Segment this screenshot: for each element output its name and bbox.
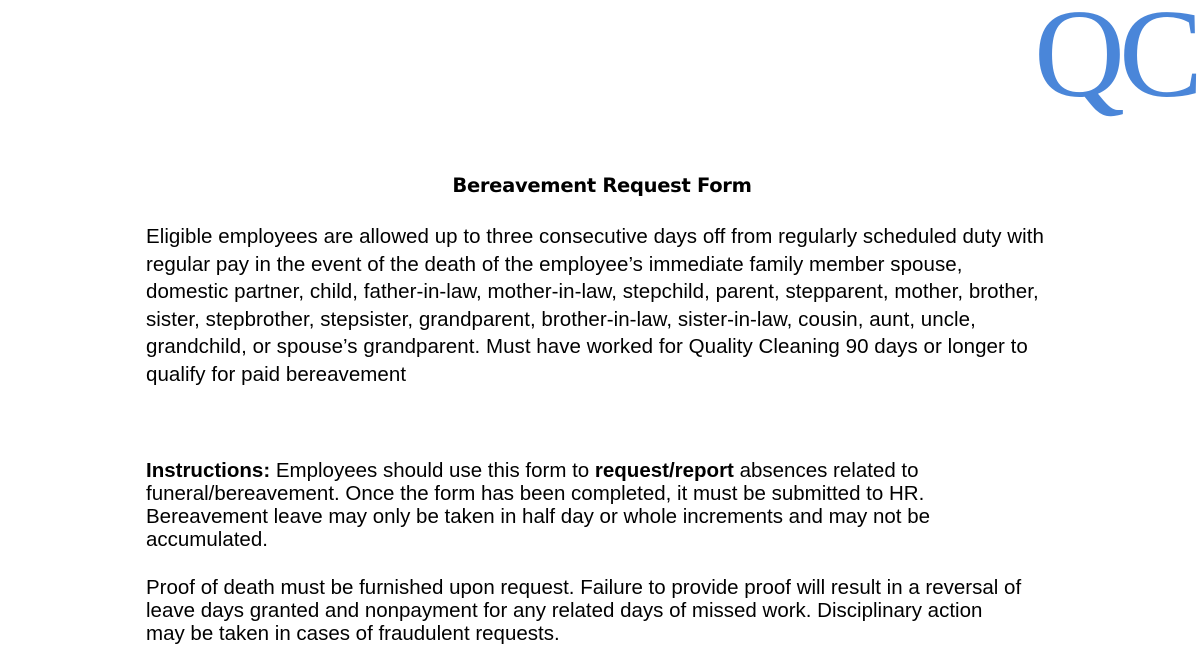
company-logo-text: QC	[1034, 0, 1198, 124]
instructions-emphasis: request/report	[594, 459, 734, 482]
instructions-label: Instructions:	[146, 459, 271, 482]
instructions-text-after: absences related to funeral/bereavement. Once the form has been completed, it must be submitted to HR. Bereavement leave may only be taken in half day or whole increments and may not be accumulated.	[146, 459, 930, 551]
proof-of-death-paragraph: Proof of death must be furnished upon request. Failure to provide proof will result in a reversal of leave days granted and nonpayment for any related days of missed work. Disciplinary action may be taken in cases of fraudulent requests.	[146, 576, 1022, 645]
eligibility-paragraph: Eligible employees are allowed up to three consecutive days off from regularly scheduled duty with regular pay in the event of the death of the employee’s immediate family member spouse, domestic partner, child, father-in-law, mother-in-law, stepchild, parent, stepparent, mother, brother, sister, stepbrother, stepsister, grandparent, brother-in-law, sister-in-law, cousin, aunt, uncle, grandchild, or spouse’s grandparent. Must have worked for Quality Cleaning 90 days or longer to qualify for paid bereavement	[146, 225, 1044, 386]
instructions-paragraph	[146, 459, 1026, 551]
company-logo	[1034, 0, 1198, 124]
form-title: Bereavement Request Form	[452, 174, 752, 197]
instructions-text-before: Employees should use this form to	[270, 459, 595, 482]
